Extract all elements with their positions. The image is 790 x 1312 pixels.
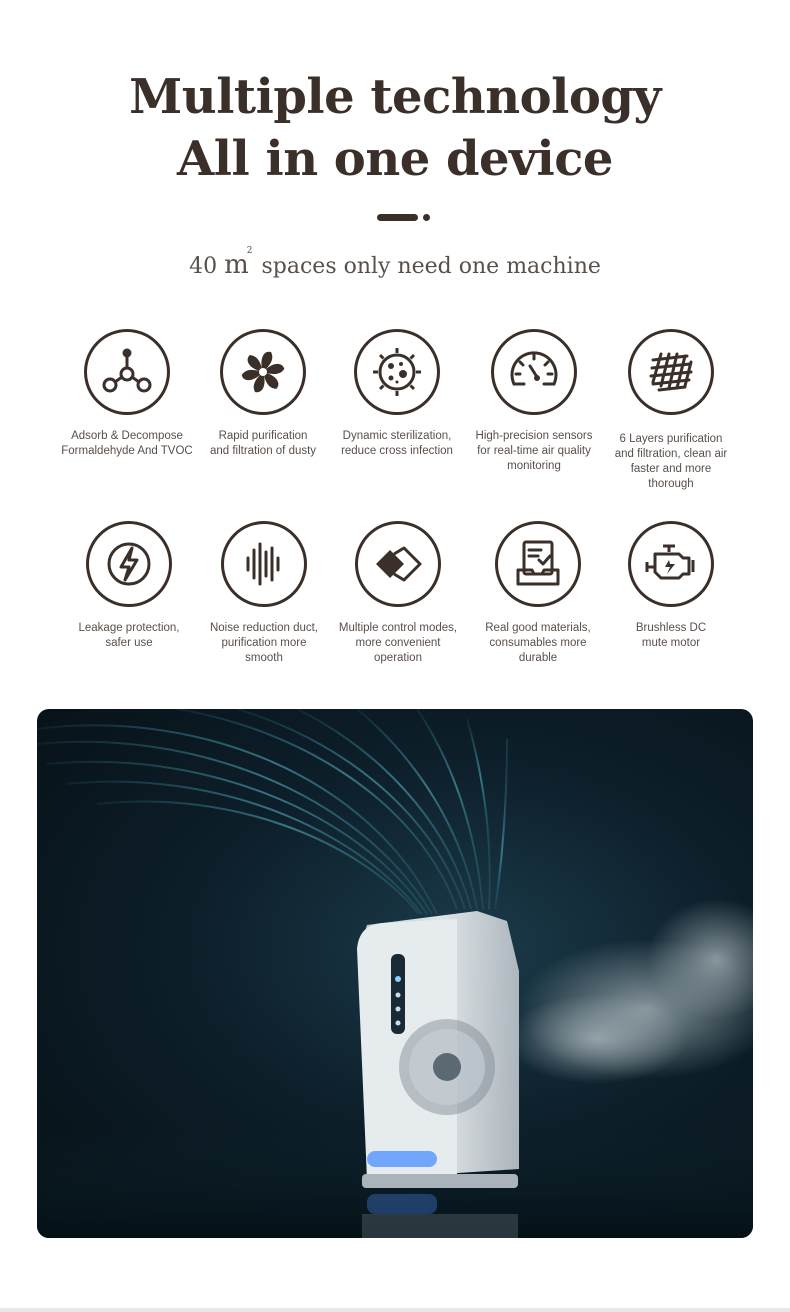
feature-label: High-precision sensors for real-time air quality monitoring [475,430,593,472]
lightning-icon [99,534,159,594]
subtitle-exponent: 2 [246,245,253,256]
feature-sterilization [322,329,472,459]
air-purifier-illustration [37,709,753,1238]
title-line-2: All in one device [177,131,613,187]
feature-icon-frame [221,521,307,607]
feature-rapid-purification [188,329,338,459]
feature-label: Multiple control modes, more convenient operation [338,622,458,664]
feature-materials [463,521,613,666]
subtitle-text: spaces only need one machine [254,254,601,279]
feature-icon-frame [355,521,441,607]
sound-wave-icon [234,534,294,594]
subtitle-number: 40 [189,254,218,279]
page-title [0,66,790,190]
mesh-filter-icon [641,342,701,402]
gauge-icon [504,342,564,402]
title-divider [377,214,431,222]
feature-motor [596,521,746,651]
feature-adsorb [52,329,202,459]
product-photo [37,709,753,1238]
title-line-1: Multiple technology [129,69,661,125]
fan-icon [233,342,293,402]
feature-icon-frame [354,329,440,415]
feature-sensors [459,329,609,474]
feature-label: Adsorb & Decompose Formaldehyde And TVOC [61,430,193,457]
feature-icon-frame [495,521,581,607]
feature-label: Noise reduction duct, purification more smooth [209,622,319,664]
control-modes-icon [368,534,428,594]
molecule-icon [97,342,157,402]
feature-label: Dynamic sterilization, reduce cross infection [341,430,453,457]
feature-icon-frame [491,329,577,415]
feature-icon-frame [628,521,714,607]
divider-dot [423,214,430,221]
feature-label: 6 Layers purification and filtration, clean air faster and more thorough [614,433,728,490]
subtitle [0,245,790,280]
feature-control-modes [323,521,473,666]
feature-label: Rapid purification and filtration of dusty [209,430,317,457]
feature-label: Real good materials, consumables more durable [485,622,591,664]
bottom-border [0,1308,790,1312]
feature-icon-frame [220,329,306,415]
bacteria-icon [367,342,427,402]
feature-leakage-protection [54,521,204,651]
feature-noise-reduction [189,521,339,666]
feature-icon-frame [86,521,172,607]
feature-icon-frame [628,329,714,415]
divider-dash [377,214,418,221]
feature-icon-frame [84,329,170,415]
feature-label: Leakage protection, safer use [78,622,180,649]
feature-6-layers [596,329,746,492]
motor-icon [641,534,701,594]
subtitle-unit: m [224,250,249,280]
feature-label: Brushless DC mute motor [635,622,707,649]
document-check-icon [508,534,568,594]
